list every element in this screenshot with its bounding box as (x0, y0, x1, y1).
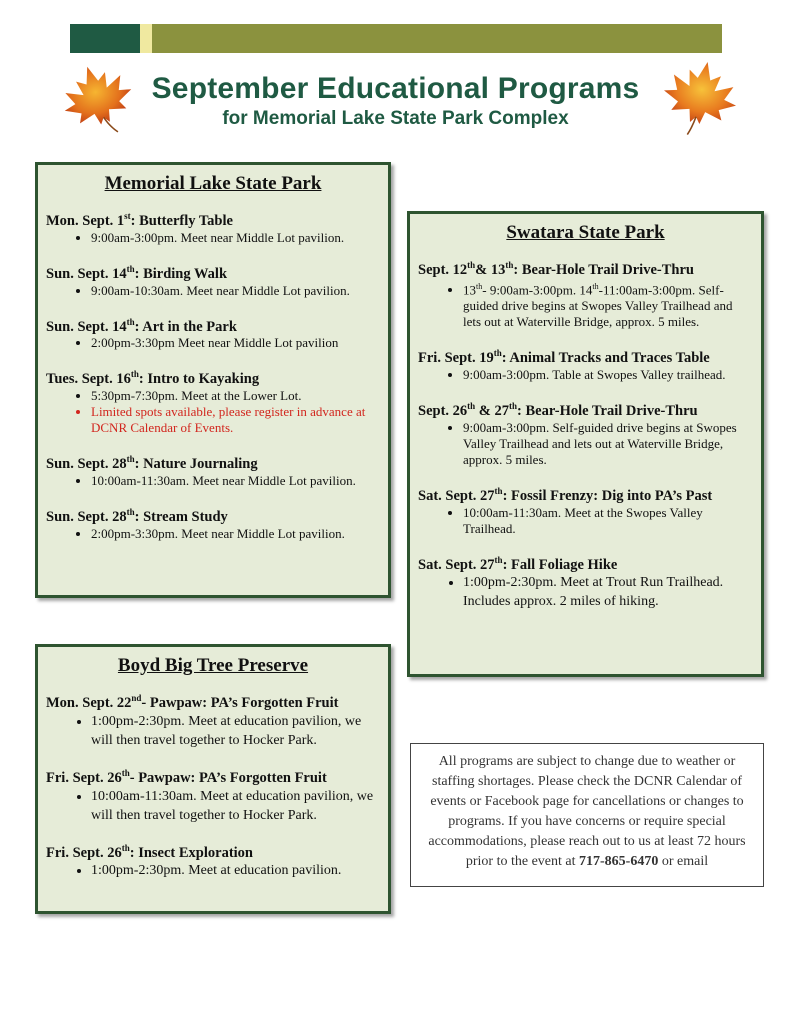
event-item (418, 482, 753, 537)
event-detail: • 2:00pm-3:30pm. Meet near Middle Lot pavilion. (91, 526, 380, 542)
event-detail: • 13th- 9:00am-3:00pm. 14th-11:00am-3:00pm. Self-guided drive begins at Swopes Valley Trailhead and lets out at Waterville Bridge, approx. 5 miles. (463, 279, 753, 330)
registration-note: • Limited spots available, please register in advance at DCNR Calendar of Events. (91, 404, 380, 436)
event-detail: • 10:00am-11:30am. Meet at the Swopes Valley Trailhead. (463, 505, 753, 537)
event-detail: • 2:00pm-3:30pm Meet near Middle Lot pavilion (91, 335, 380, 351)
event-title: Mon. Sept. 1st: Butterfly Table (46, 211, 233, 229)
event-item (418, 397, 753, 468)
swatara-section (407, 211, 764, 677)
event-item (46, 365, 380, 436)
event-title: Fri. Sept. 26th: Insect Exploration (46, 842, 253, 861)
disclaimer-notice (410, 743, 764, 887)
event-title: Tues. Sept. 16th: Intro to Kayaking (46, 369, 260, 388)
event-detail: • 9:00am-3:00pm. Table at Swopes Valley trailhead. (463, 367, 753, 383)
event-item (418, 344, 753, 383)
section-title: Memorial Lake State Park (104, 173, 322, 194)
event-item (46, 503, 380, 542)
event-item (418, 256, 753, 330)
event-title: Fri. Sept. 19th: Animal Tracks and Traces Table (418, 348, 710, 366)
event-detail: • 1:00pm-2:30pm. Meet at education pavilion. (91, 861, 380, 880)
event-item (46, 260, 380, 299)
event-title: Sun. Sept. 14th: Birding Walk (46, 263, 228, 282)
event-item (46, 313, 380, 352)
event-item (46, 207, 380, 246)
section-title: Boyd Big Tree Preserve (117, 655, 309, 676)
page-title: September Educational Programs (151, 72, 640, 105)
event-title: Sept. 26th & 27th: Bear-Hole Trail Drive-Thru (418, 400, 698, 419)
event-detail: • 1:00pm-2:30pm. Meet at education pavilion, we will then travel together to Hocker Park. (91, 712, 380, 750)
event-title: Fri. Sept. 26th- Pawpaw: PA’s Forgotten Fruit (46, 767, 327, 786)
event-title: Sat. Sept. 27th: Fossil Frenzy: Dig into PA’s Past (418, 485, 713, 504)
event-title: Sun. Sept. 28th: Nature Journaling (46, 454, 258, 473)
notice-text: All programs are subject to change due to weather or staffing shortages. Please check the DCNR Calendar of events or Facebook page for cancellations or changes to programs. If you have concerns or require special accommodations, please reach out to us at least 72 hours prior to the event at (428, 754, 746, 869)
header-bar-dark (70, 24, 140, 53)
event-title: Sun. Sept. 28th: Stream Study (46, 507, 228, 525)
event-item (46, 689, 380, 750)
header-bar-olive (152, 24, 722, 53)
event-title: Sun. Sept. 14th: Art in the Park (46, 316, 237, 335)
event-item (418, 551, 753, 612)
event-title: Sat. Sept. 27th: Fall Foliage Hike (418, 554, 618, 573)
memorial-lake-section (35, 162, 391, 598)
event-item (46, 450, 380, 489)
event-detail: • 5:30pm-7:30pm. Meet at the Lower Lot. (91, 388, 380, 404)
event-title: Mon. Sept. 22nd- Pawpaw: PA’s Forgotten Fruit (46, 693, 339, 711)
boyd-big-tree-section (35, 644, 391, 914)
event-detail: • 9:00am-3:00pm. Self-guided drive begins at Swopes Valley Trailhead and lets out at Waterville Bridge, approx. 5 miles. (463, 420, 753, 468)
event-title: Sept. 12th& 13th: Bear-Hole Trail Drive-Thru (418, 260, 694, 278)
event-detail: • 10:00am-11:30am. Meet near Middle Lot pavilion. (91, 473, 380, 489)
notice-tail: or email (658, 854, 709, 869)
event-detail: • 9:00am-3:00pm. Meet near Middle Lot pavilion. (91, 230, 380, 246)
event-item (46, 764, 380, 825)
event-detail: • 9:00am-10:30am. Meet near Middle Lot pavilion. (91, 283, 380, 299)
event-detail: • 10:00am-11:30am. Meet at education pavilion, we will then travel together to Hocker Park. (91, 787, 380, 825)
section-title: Swatara State Park (506, 222, 665, 243)
event-detail: • 1:00pm-2:30pm. Meet at Trout Run Trailhead. Includes approx. 2 miles of hiking. (463, 573, 753, 611)
page-subtitle: for Memorial Lake State Park Complex (222, 108, 569, 129)
header-bar-accent (140, 24, 152, 53)
phone-number: 717-865-6470 (579, 854, 659, 869)
event-item (46, 839, 380, 881)
